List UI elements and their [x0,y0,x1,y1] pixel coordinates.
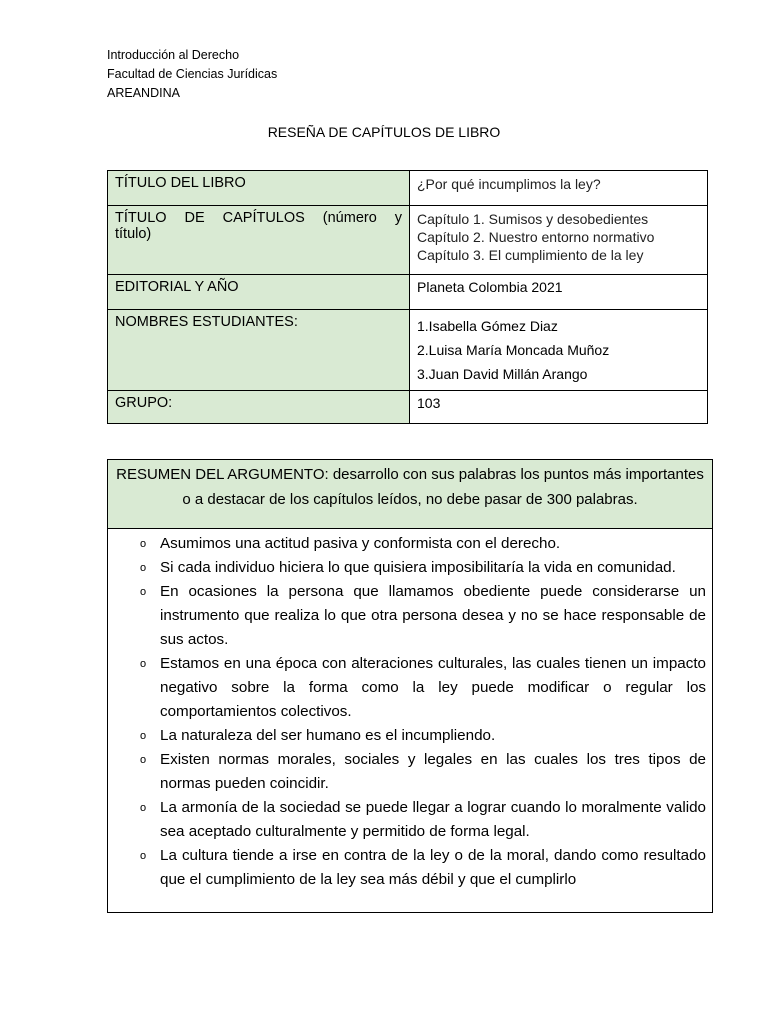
summary-heading-bold: RESUMEN DEL ARGUMENTO: [116,466,329,483]
list-item [118,844,706,892]
list-item [118,652,706,724]
bullet-circle-icon: o [140,802,147,814]
list-item [118,532,706,556]
chapter-item: Capítulo 1. Sumisos y desobedientes [417,211,649,227]
students-label: NOMBRES ESTUDIANTES: [108,310,410,391]
course-name: Introducción al Derecho [107,48,240,62]
summary-point-text: La cultura tiende a irse en contra de la ley o de la moral, dando como resultado que el cumplimiento de la ley sea más débil y que el cumplirlo [160,847,706,888]
summary-point-text: La naturaleza del ser humano es el incumpliendo. [160,727,496,744]
bullet-circle-icon: o [140,538,147,550]
list-item [118,724,706,748]
summary-header-row [108,460,713,529]
book-title-row [108,171,708,206]
chapters-label [108,206,410,275]
chapter-item: Capítulo 2. Nuestro entorno normativo [417,229,655,245]
bullet-circle-icon: o [140,658,147,670]
book-title-label: TÍTULO DEL LIBRO [108,171,410,206]
summary-point-text: La armonía de la sociedad se puede llegar a lograr cuando lo moralmente valido sea aceptado culturalmente y permitido de forma legal. [160,799,706,840]
group-value: 103 [410,391,708,424]
chapters-value [410,206,708,275]
student-name: 2.Luisa María Moncada Muñoz [417,342,610,358]
chapters-label-line1: TÍTULO DE CAPÍTULOS (número y [115,210,402,226]
group-label: GRUPO: [108,391,410,424]
student-name: 3.Juan David Millán Arango [417,366,588,382]
bullet-circle-icon: o [140,562,147,574]
students-value [410,310,708,391]
summary-table [107,459,713,913]
book-info-table [107,170,708,424]
summary-body-row [108,529,713,913]
chapters-row [108,206,708,275]
summary-point-text: Existen normas morales, sociales y legales en las cuales los tres tipos de normas pueden coincidir. [160,751,706,792]
editorial-label: EDITORIAL Y AÑO [108,275,410,310]
students-row [108,310,708,391]
summary-point-text: En ocasiones la persona que llamamos obediente puede considerarse un instrumento que realiza lo que otra persona desea y no se hace responsable de sus actos. [160,583,706,648]
summary-body [108,529,713,913]
summary-points-list [118,532,706,892]
document-header [107,46,277,103]
list-item [118,556,706,580]
bullet-circle-icon: o [140,754,147,766]
student-name: 1.Isabella Gómez Diaz [417,318,558,334]
institution-name: AREANDINA [107,86,180,100]
summary-heading [108,460,713,529]
book-title-value: ¿Por qué incumplimos la ley? [410,171,708,206]
list-item [118,748,706,796]
summary-point-text: Asumimos una actitud pasiva y conformista con el derecho. [160,535,561,552]
summary-instructions: desarrollo con sus palabras los puntos más importantes o a destacar de los capítulos leídos, no debe pasar de 300 palabras. [182,466,704,508]
summary-point-text: Estamos en una época con alteraciones culturales, las cuales tienen un impacto negativo sobre la forma como la ley puede modificar o regular los comportamientos colectivos. [160,655,706,720]
editorial-value: Planeta Colombia 2021 [410,275,708,310]
faculty-name: Facultad de Ciencias Jurídicas [107,67,278,81]
bullet-circle-icon: o [140,730,147,742]
editorial-row [108,275,708,310]
list-item [118,796,706,844]
chapter-item: Capítulo 3. El cumplimiento de la ley [417,247,644,263]
list-item [118,580,706,652]
bullet-circle-icon: o [140,850,147,862]
chapters-label-line2: título) [115,226,152,242]
document-title: RESEÑA DE CAPÍTULOS DE LIBRO [267,124,501,140]
bullet-circle-icon: o [140,586,147,598]
summary-point-text: Si cada individuo hiciera lo que quisiera imposibilitaría la vida en comunidad. [160,559,676,576]
group-row [108,391,708,424]
